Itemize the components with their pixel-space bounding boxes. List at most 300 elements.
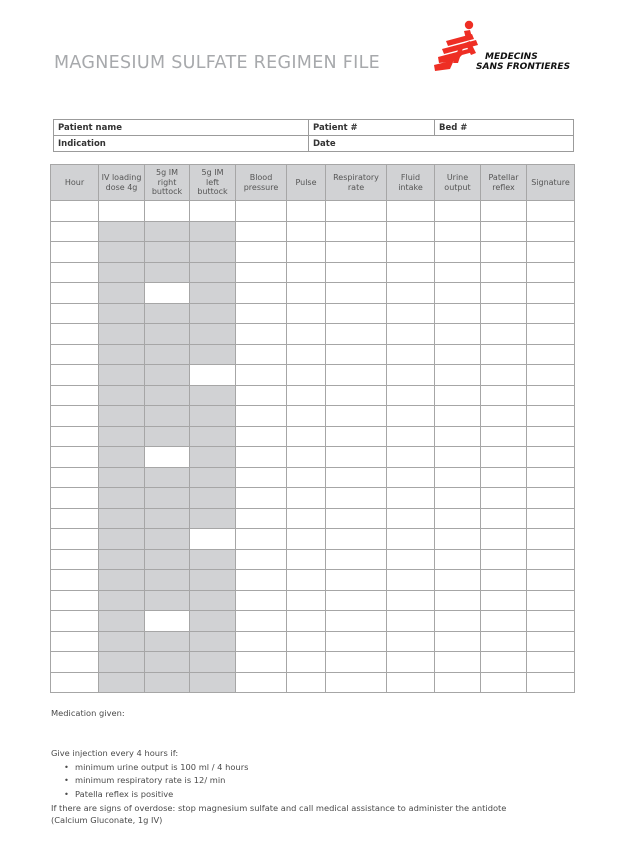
entry-cell-fluid-intake[interactable] — [387, 672, 435, 693]
entry-cell-blood-pressure[interactable] — [236, 283, 287, 304]
entry-cell-blood-pressure[interactable] — [236, 406, 287, 427]
patient-number-label: Patient # — [313, 123, 358, 133]
entry-cell-blood-pressure[interactable] — [236, 672, 287, 693]
entry-cell-pulse[interactable] — [287, 672, 326, 693]
entry-cell-pulse[interactable] — [287, 201, 326, 222]
entry-cell-respiratory-rate[interactable] — [326, 488, 387, 509]
entry-cell-hour[interactable] — [51, 324, 99, 345]
column-header-urine-output: Urine output — [435, 165, 481, 201]
entry-cell-blood-pressure[interactable] — [236, 590, 287, 611]
entry-cell-patellar-reflex[interactable] — [481, 303, 527, 324]
entry-cell-blood-pressure[interactable] — [236, 611, 287, 632]
entry-cell-patellar-reflex[interactable] — [481, 426, 527, 447]
shaded-cell — [145, 426, 190, 447]
entry-cell-hour[interactable] — [51, 672, 99, 693]
entry-cell-urine-output[interactable] — [435, 570, 481, 591]
entry-cell-respiratory-rate[interactable] — [326, 385, 387, 406]
entry-cell-fluid-intake[interactable] — [387, 611, 435, 632]
entry-cell-blood-pressure[interactable] — [236, 426, 287, 447]
entry-cell-respiratory-rate[interactable] — [326, 447, 387, 468]
entry-cell-blood-pressure[interactable] — [236, 467, 287, 488]
entry-cell-fluid-intake[interactable] — [387, 508, 435, 529]
entry-cell-patellar-reflex[interactable] — [481, 611, 527, 632]
shaded-cell — [99, 406, 145, 427]
table-row — [51, 611, 575, 632]
entry-cell-signature[interactable] — [527, 242, 575, 263]
entry-cell-signature[interactable] — [527, 508, 575, 529]
entry-cell-urine-output[interactable] — [435, 201, 481, 222]
entry-cell-patellar-reflex[interactable] — [481, 672, 527, 693]
entry-cell-patellar-reflex[interactable] — [481, 283, 527, 304]
column-header-patellar-reflex: Patellar reflex — [481, 165, 527, 201]
entry-cell-im-right[interactable] — [145, 447, 190, 468]
entry-cell-im-right[interactable] — [145, 611, 190, 632]
shaded-cell — [99, 672, 145, 693]
entry-cell-urine-output[interactable] — [435, 631, 481, 652]
shaded-cell — [99, 590, 145, 611]
entry-cell-pulse[interactable] — [287, 447, 326, 468]
table-row — [51, 467, 575, 488]
entry-cell-blood-pressure[interactable] — [236, 344, 287, 365]
shaded-cell — [99, 303, 145, 324]
shaded-cell — [99, 631, 145, 652]
entry-cell-fluid-intake[interactable] — [387, 242, 435, 263]
entry-cell-blood-pressure[interactable] — [236, 324, 287, 345]
entry-cell-signature[interactable] — [527, 426, 575, 447]
entry-cell-hour[interactable] — [51, 508, 99, 529]
entry-cell-urine-output[interactable] — [435, 549, 481, 570]
shaded-cell — [190, 570, 236, 591]
entry-cell-fluid-intake[interactable] — [387, 426, 435, 447]
entry-cell-blood-pressure[interactable] — [236, 242, 287, 263]
entry-cell-blood-pressure[interactable] — [236, 570, 287, 591]
entry-cell-respiratory-rate[interactable] — [326, 467, 387, 488]
entry-cell-fluid-intake[interactable] — [387, 221, 435, 242]
entry-cell-respiratory-rate[interactable] — [326, 652, 387, 673]
entry-cell-patellar-reflex[interactable] — [481, 488, 527, 509]
entry-cell-patellar-reflex[interactable] — [481, 467, 527, 488]
bed-number-field[interactable] — [435, 120, 573, 136]
entry-cell-urine-output[interactable] — [435, 242, 481, 263]
entry-cell-signature[interactable] — [527, 529, 575, 550]
table-row — [51, 508, 575, 529]
entry-cell-signature[interactable] — [527, 447, 575, 468]
table-row — [51, 221, 575, 242]
table-row — [51, 242, 575, 263]
entry-cell-signature[interactable] — [527, 672, 575, 693]
entry-cell-signature[interactable] — [527, 406, 575, 427]
entry-cell-respiratory-rate[interactable] — [326, 631, 387, 652]
entry-cell-urine-output[interactable] — [435, 488, 481, 509]
entry-cell-im-right[interactable] — [145, 201, 190, 222]
table-row — [51, 631, 575, 652]
entry-cell-urine-output[interactable] — [435, 365, 481, 386]
entry-cell-patellar-reflex[interactable] — [481, 406, 527, 427]
entry-cell-pulse[interactable] — [287, 385, 326, 406]
entry-cell-urine-output[interactable] — [435, 529, 481, 550]
entry-cell-hour[interactable] — [51, 590, 99, 611]
entry-cell-respiratory-rate[interactable] — [326, 324, 387, 345]
shaded-cell — [99, 385, 145, 406]
shaded-cell — [145, 385, 190, 406]
date-label: Date — [313, 139, 336, 149]
entry-cell-signature[interactable] — [527, 201, 575, 222]
shaded-cell — [99, 426, 145, 447]
entry-cell-signature[interactable] — [527, 262, 575, 283]
entry-cell-hour[interactable] — [51, 201, 99, 222]
entry-cell-im-right[interactable] — [145, 283, 190, 304]
entry-cell-fluid-intake[interactable] — [387, 488, 435, 509]
entry-cell-signature[interactable] — [527, 631, 575, 652]
shaded-cell — [145, 508, 190, 529]
shaded-cell — [99, 242, 145, 263]
entry-cell-patellar-reflex[interactable] — [481, 570, 527, 591]
entry-cell-blood-pressure[interactable] — [236, 508, 287, 529]
table-row — [51, 283, 575, 304]
shaded-cell — [190, 611, 236, 632]
entry-cell-blood-pressure[interactable] — [236, 365, 287, 386]
entry-cell-respiratory-rate[interactable] — [326, 508, 387, 529]
msf-wordmark: MEDECINS SANS FRONTIERES — [476, 52, 571, 72]
patient-name-label: Patient name — [58, 123, 122, 133]
entry-cell-signature[interactable] — [527, 303, 575, 324]
entry-cell-hour[interactable] — [51, 385, 99, 406]
entry-cell-pulse[interactable] — [287, 365, 326, 386]
entry-cell-fluid-intake[interactable] — [387, 570, 435, 591]
entry-cell-signature[interactable] — [527, 570, 575, 591]
patient-info-box — [53, 119, 574, 152]
column-header-fluid-intake: Fluid intake — [387, 165, 435, 201]
entry-cell-signature[interactable] — [527, 549, 575, 570]
table-row — [51, 447, 575, 468]
entry-cell-urine-output[interactable] — [435, 262, 481, 283]
entry-cell-pulse[interactable] — [287, 611, 326, 632]
page-title: MAGNESIUM SULFATE REGIMEN FILE — [54, 53, 381, 73]
shaded-cell — [190, 467, 236, 488]
injection-rule-intro: Give injection every 4 hours if: — [51, 748, 179, 758]
entry-cell-fluid-intake[interactable] — [387, 549, 435, 570]
shaded-cell — [145, 344, 190, 365]
bullet-icon: • — [64, 762, 69, 772]
entry-cell-hour[interactable] — [51, 344, 99, 365]
entry-cell-urine-output[interactable] — [435, 508, 481, 529]
entry-cell-hour[interactable] — [51, 611, 99, 632]
entry-cell-hour[interactable] — [51, 406, 99, 427]
shaded-cell — [145, 549, 190, 570]
shaded-cell — [190, 324, 236, 345]
table-row — [51, 365, 575, 386]
entry-cell-urine-output[interactable] — [435, 426, 481, 447]
entry-cell-respiratory-rate[interactable] — [326, 590, 387, 611]
entry-cell-patellar-reflex[interactable] — [481, 344, 527, 365]
column-header-im-left: 5g IM left buttock — [190, 165, 236, 201]
shaded-cell — [190, 283, 236, 304]
entry-cell-pulse[interactable] — [287, 324, 326, 345]
entry-cell-im-left[interactable] — [190, 529, 236, 550]
entry-cell-hour[interactable] — [51, 529, 99, 550]
entry-cell-signature[interactable] — [527, 221, 575, 242]
table-row — [51, 590, 575, 611]
entry-cell-hour[interactable] — [51, 549, 99, 570]
entry-cell-patellar-reflex[interactable] — [481, 652, 527, 673]
entry-cell-patellar-reflex[interactable] — [481, 447, 527, 468]
entry-cell-respiratory-rate[interactable] — [326, 242, 387, 263]
entry-cell-patellar-reflex[interactable] — [481, 385, 527, 406]
entry-cell-urine-output[interactable] — [435, 221, 481, 242]
entry-cell-respiratory-rate[interactable] — [326, 262, 387, 283]
shaded-cell — [190, 590, 236, 611]
column-header-blood-pressure: Blood pressure — [236, 165, 287, 201]
msf-logo — [432, 17, 572, 79]
entry-cell-blood-pressure[interactable] — [236, 631, 287, 652]
column-header-respiratory-rate: Respiratory rate — [326, 165, 387, 201]
entry-cell-hour[interactable] — [51, 631, 99, 652]
entry-cell-patellar-reflex[interactable] — [481, 365, 527, 386]
shaded-cell — [99, 324, 145, 345]
entry-cell-urine-output[interactable] — [435, 385, 481, 406]
table-row — [51, 262, 575, 283]
entry-cell-hour[interactable] — [51, 365, 99, 386]
entry-cell-signature[interactable] — [527, 324, 575, 345]
bullet-icon: • — [64, 775, 69, 785]
entry-cell-signature[interactable] — [527, 283, 575, 304]
entry-cell-pulse[interactable] — [287, 262, 326, 283]
entry-cell-urine-output[interactable] — [435, 467, 481, 488]
column-header-iv-loading: IV loading dose 4g — [99, 165, 145, 201]
entry-cell-hour[interactable] — [51, 262, 99, 283]
entry-cell-signature[interactable] — [527, 488, 575, 509]
regimen-table — [50, 164, 575, 693]
indication-label: Indication — [58, 139, 106, 149]
entry-cell-respiratory-rate[interactable] — [326, 344, 387, 365]
shaded-cell — [99, 611, 145, 632]
shaded-cell — [99, 262, 145, 283]
entry-cell-blood-pressure[interactable] — [236, 385, 287, 406]
entry-cell-pulse[interactable] — [287, 508, 326, 529]
shaded-cell — [190, 406, 236, 427]
entry-cell-fluid-intake[interactable] — [387, 631, 435, 652]
entry-cell-pulse[interactable] — [287, 406, 326, 427]
entry-cell-blood-pressure[interactable] — [236, 652, 287, 673]
entry-cell-hour[interactable] — [51, 283, 99, 304]
shaded-cell — [145, 652, 190, 673]
entry-cell-patellar-reflex[interactable] — [481, 262, 527, 283]
shaded-cell — [99, 344, 145, 365]
entry-cell-respiratory-rate[interactable] — [326, 426, 387, 447]
entry-cell-fluid-intake[interactable] — [387, 406, 435, 427]
table-row — [51, 385, 575, 406]
entry-cell-patellar-reflex[interactable] — [481, 242, 527, 263]
entry-cell-pulse[interactable] — [287, 242, 326, 263]
entry-cell-fluid-intake[interactable] — [387, 467, 435, 488]
table-row — [51, 201, 575, 222]
shaded-cell — [145, 488, 190, 509]
entry-cell-patellar-reflex[interactable] — [481, 631, 527, 652]
table-row — [51, 303, 575, 324]
entry-cell-hour[interactable] — [51, 570, 99, 591]
entry-cell-fluid-intake[interactable] — [387, 385, 435, 406]
shaded-cell — [145, 529, 190, 550]
shaded-cell — [145, 324, 190, 345]
entry-cell-im-left[interactable] — [190, 201, 236, 222]
entry-cell-hour[interactable] — [51, 221, 99, 242]
entry-cell-respiratory-rate[interactable] — [326, 365, 387, 386]
entry-cell-pulse[interactable] — [287, 221, 326, 242]
entry-cell-urine-output[interactable] — [435, 324, 481, 345]
entry-cell-pulse[interactable] — [287, 303, 326, 324]
entry-cell-respiratory-rate[interactable] — [326, 303, 387, 324]
shaded-cell — [145, 467, 190, 488]
patient-number-field[interactable] — [309, 120, 434, 136]
entry-cell-urine-output[interactable] — [435, 406, 481, 427]
entry-cell-fluid-intake[interactable] — [387, 283, 435, 304]
table-row — [51, 672, 575, 693]
column-header-im-right: 5g IM right buttock — [145, 165, 190, 201]
entry-cell-blood-pressure[interactable] — [236, 221, 287, 242]
entry-cell-respiratory-rate[interactable] — [326, 549, 387, 570]
shaded-cell — [99, 447, 145, 468]
entry-cell-urine-output[interactable] — [435, 590, 481, 611]
shaded-cell — [145, 303, 190, 324]
entry-cell-pulse[interactable] — [287, 467, 326, 488]
entry-cell-hour[interactable] — [51, 488, 99, 509]
table-row — [51, 488, 575, 509]
shaded-cell — [190, 385, 236, 406]
shaded-cell — [145, 365, 190, 386]
shaded-cell — [145, 406, 190, 427]
entry-cell-signature[interactable] — [527, 467, 575, 488]
entry-cell-signature[interactable] — [527, 652, 575, 673]
entry-cell-fluid-intake[interactable] — [387, 262, 435, 283]
shaded-cell — [145, 242, 190, 263]
entry-cell-pulse[interactable] — [287, 426, 326, 447]
shaded-cell — [99, 529, 145, 550]
condition-item: • minimum respiratory rate is 12/ min — [64, 775, 226, 785]
entry-cell-fluid-intake[interactable] — [387, 652, 435, 673]
table-row — [51, 324, 575, 345]
table-row — [51, 570, 575, 591]
entry-cell-pulse[interactable] — [287, 488, 326, 509]
entry-cell-pulse[interactable] — [287, 570, 326, 591]
entry-cell-pulse[interactable] — [287, 631, 326, 652]
entry-cell-urine-output[interactable] — [435, 672, 481, 693]
entry-cell-pulse[interactable] — [287, 549, 326, 570]
date-field[interactable] — [309, 136, 573, 152]
entry-cell-signature[interactable] — [527, 344, 575, 365]
table-row — [51, 652, 575, 673]
entry-cell-respiratory-rate[interactable] — [326, 221, 387, 242]
entry-cell-fluid-intake[interactable] — [387, 447, 435, 468]
entry-cell-blood-pressure[interactable] — [236, 262, 287, 283]
entry-cell-fluid-intake[interactable] — [387, 344, 435, 365]
entry-cell-urine-output[interactable] — [435, 652, 481, 673]
entry-cell-fluid-intake[interactable] — [387, 324, 435, 345]
indication-field[interactable] — [54, 136, 308, 152]
entry-cell-respiratory-rate[interactable] — [326, 611, 387, 632]
entry-cell-hour[interactable] — [51, 426, 99, 447]
entry-cell-respiratory-rate[interactable] — [326, 201, 387, 222]
entry-cell-respiratory-rate[interactable] — [326, 283, 387, 304]
entry-cell-patellar-reflex[interactable] — [481, 508, 527, 529]
entry-cell-pulse[interactable] — [287, 529, 326, 550]
entry-cell-blood-pressure[interactable] — [236, 447, 287, 468]
entry-cell-signature[interactable] — [527, 365, 575, 386]
entry-cell-signature[interactable] — [527, 385, 575, 406]
entry-cell-respiratory-rate[interactable] — [326, 672, 387, 693]
entry-cell-urine-output[interactable] — [435, 611, 481, 632]
entry-cell-signature[interactable] — [527, 590, 575, 611]
entry-cell-hour[interactable] — [51, 652, 99, 673]
shaded-cell — [145, 590, 190, 611]
entry-cell-signature[interactable] — [527, 611, 575, 632]
shaded-cell — [190, 508, 236, 529]
entry-cell-pulse[interactable] — [287, 344, 326, 365]
table-row — [51, 406, 575, 427]
shaded-cell — [99, 467, 145, 488]
entry-cell-pulse[interactable] — [287, 283, 326, 304]
table-row — [51, 529, 575, 550]
entry-cell-fluid-intake[interactable] — [387, 201, 435, 222]
entry-cell-patellar-reflex[interactable] — [481, 590, 527, 611]
entry-cell-blood-pressure[interactable] — [236, 303, 287, 324]
entry-cell-fluid-intake[interactable] — [387, 590, 435, 611]
entry-cell-urine-output[interactable] — [435, 344, 481, 365]
shaded-cell — [145, 631, 190, 652]
entry-cell-im-left[interactable] — [190, 365, 236, 386]
entry-cell-blood-pressure[interactable] — [236, 529, 287, 550]
entry-cell-hour[interactable] — [51, 467, 99, 488]
entry-cell-hour[interactable] — [51, 447, 99, 468]
entry-cell-respiratory-rate[interactable] — [326, 406, 387, 427]
entry-cell-blood-pressure[interactable] — [236, 488, 287, 509]
entry-cell-respiratory-rate[interactable] — [326, 570, 387, 591]
shaded-cell — [190, 344, 236, 365]
entry-cell-blood-pressure[interactable] — [236, 549, 287, 570]
shaded-cell — [99, 549, 145, 570]
shaded-cell — [99, 283, 145, 304]
entry-cell-fluid-intake[interactable] — [387, 365, 435, 386]
entry-cell-hour[interactable] — [51, 242, 99, 263]
entry-cell-urine-output[interactable] — [435, 303, 481, 324]
entry-cell-blood-pressure[interactable] — [236, 201, 287, 222]
entry-cell-urine-output[interactable] — [435, 447, 481, 468]
shaded-cell — [190, 426, 236, 447]
table-row — [51, 344, 575, 365]
entry-cell-respiratory-rate[interactable] — [326, 529, 387, 550]
entry-cell-hour[interactable] — [51, 303, 99, 324]
entry-cell-patellar-reflex[interactable] — [481, 324, 527, 345]
entry-cell-patellar-reflex[interactable] — [481, 549, 527, 570]
shaded-cell — [99, 365, 145, 386]
entry-cell-patellar-reflex[interactable] — [481, 529, 527, 550]
entry-cell-patellar-reflex[interactable] — [481, 201, 527, 222]
shaded-cell — [190, 221, 236, 242]
shaded-cell — [190, 242, 236, 263]
shaded-cell — [190, 447, 236, 468]
condition-item: • minimum urine output is 100 ml / 4 hours — [64, 762, 249, 772]
patient-name-field[interactable] — [54, 120, 308, 136]
shaded-cell — [190, 549, 236, 570]
shaded-cell — [190, 303, 236, 324]
entry-cell-pulse[interactable] — [287, 652, 326, 673]
entry-cell-fluid-intake[interactable] — [387, 529, 435, 550]
shaded-cell — [190, 672, 236, 693]
entry-cell-pulse[interactable] — [287, 590, 326, 611]
entry-cell-patellar-reflex[interactable] — [481, 221, 527, 242]
entry-cell-iv-loading[interactable] — [99, 201, 145, 222]
entry-cell-urine-output[interactable] — [435, 283, 481, 304]
entry-cell-fluid-intake[interactable] — [387, 303, 435, 324]
